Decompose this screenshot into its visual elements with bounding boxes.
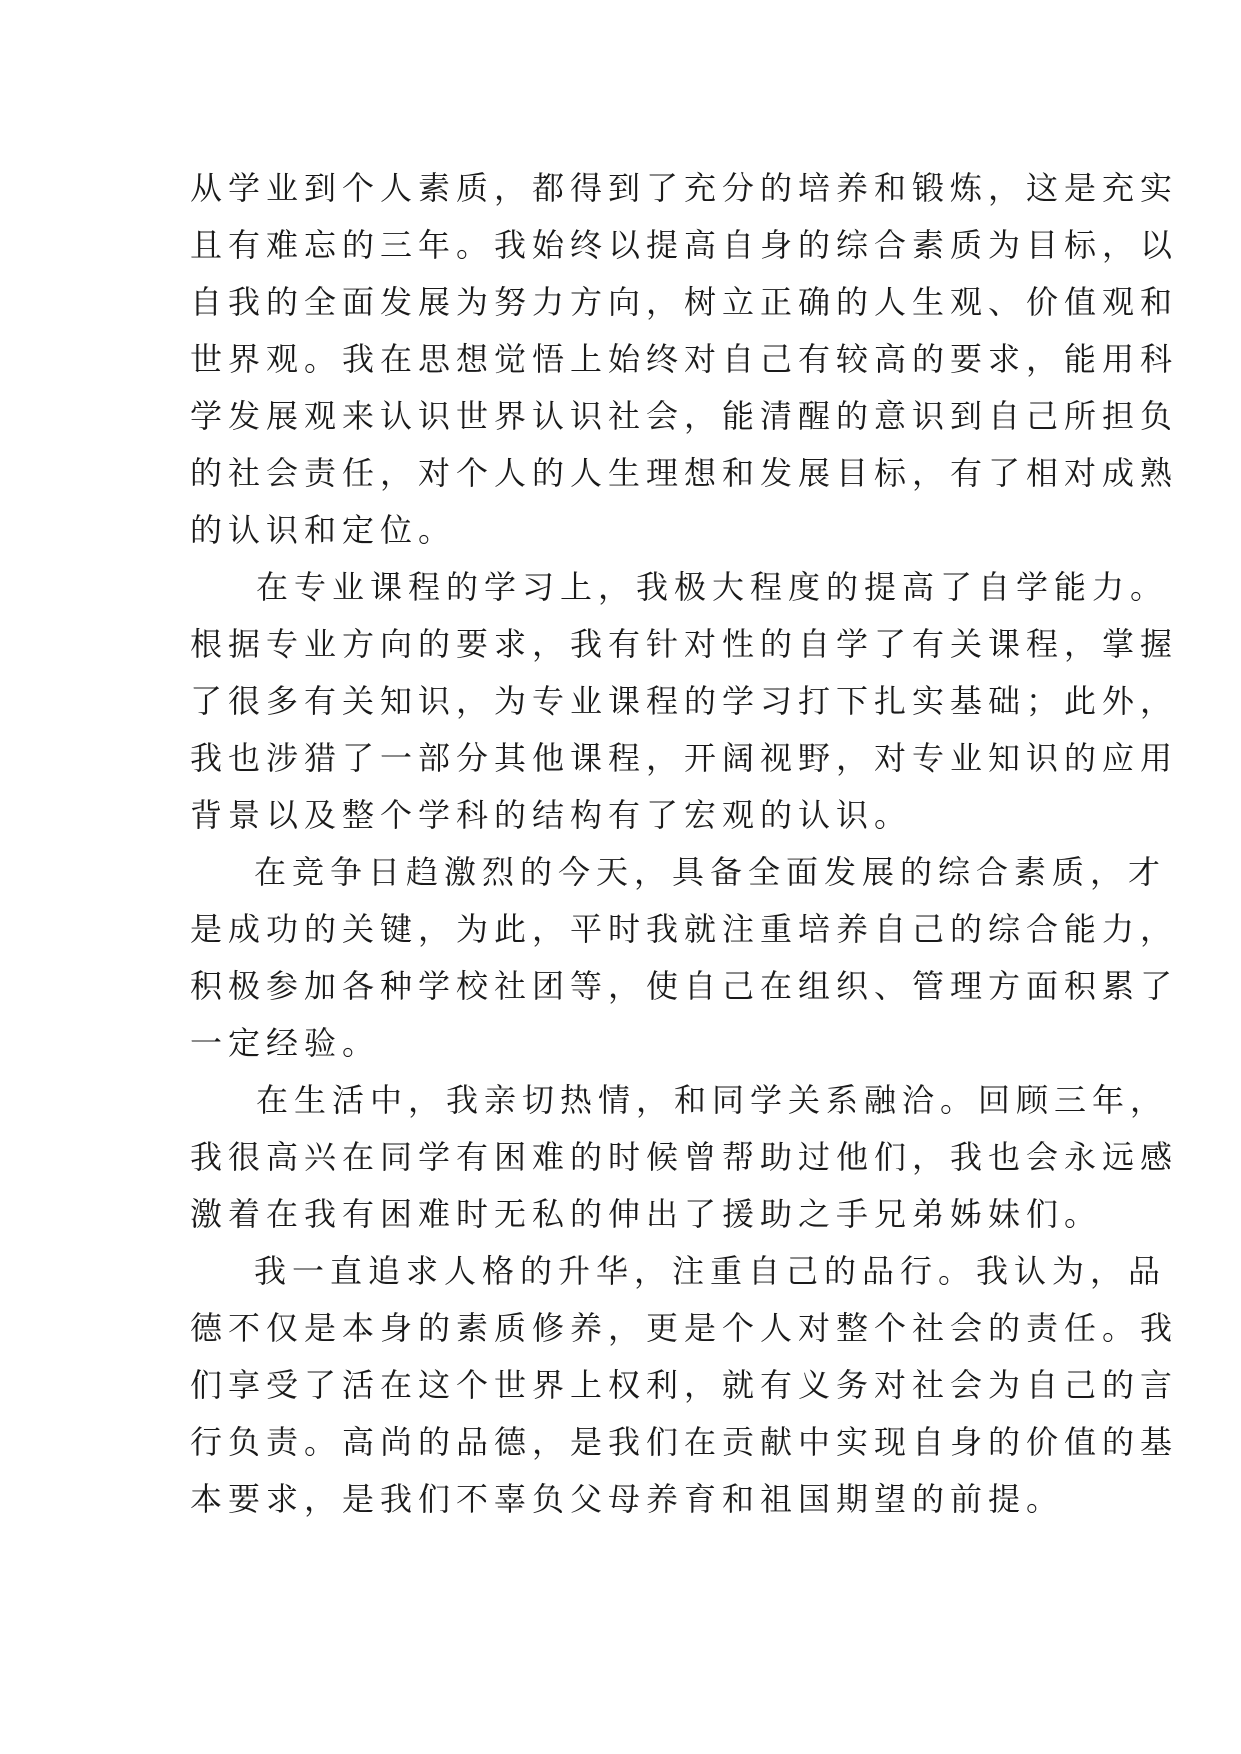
paragraph-2 [190, 559, 1179, 844]
paragraph-line: 从学业到个人素质，都得到了充分的培养和锻炼，这是充实 [190, 169, 1179, 207]
paragraph-3 [190, 844, 1179, 1072]
paragraph-line: 一定经验。 [190, 1024, 381, 1062]
paragraph-line: 自我的全面发展为努力方向，树立正确的人生观、价值观和 [190, 283, 1179, 321]
paragraph-line: 在专业课程的学习上，我极大程度的提高了自学能力。 [256, 568, 1169, 606]
paragraph-line: 且有难忘的三年。我始终以提高自身的综合素质为目标，以 [190, 226, 1179, 264]
paragraph-1 [190, 160, 1179, 559]
paragraph-4 [190, 1072, 1179, 1243]
paragraph-line: 学发展观来认识世界认识社会，能清醒的意识到自己所担负 [190, 397, 1179, 435]
paragraph-line: 们享受了活在这个世界上权利，就有义务对社会为自己的言 [190, 1366, 1179, 1404]
paragraph-line: 我一直追求人格的升华，注重自己的品行。我认为，品 [254, 1252, 1167, 1290]
paragraph-line: 激着在我有困难时无私的伸出了援助之手兄弟姊妹们。 [190, 1195, 1103, 1233]
paragraph-line: 积极参加各种学校社团等，使自己在组织、管理方面积累了 [190, 967, 1179, 1005]
paragraph-line: 了很多有关知识，为专业课程的学习打下扎实基础；此外， [190, 682, 1179, 720]
paragraph-line: 德不仅是本身的素质修养，更是个人对整个社会的责任。我 [190, 1309, 1179, 1347]
paragraph-line: 根据专业方向的要求，我有针对性的自学了有关课程，掌握 [190, 625, 1179, 663]
paragraph-line: 我也涉猎了一部分其他课程，开阔视野，对专业知识的应用 [190, 739, 1179, 777]
paragraph-line: 本要求，是我们不辜负父母养育和祖国期望的前提。 [190, 1480, 1065, 1518]
paragraph-line: 世界观。我在思想觉悟上始终对自己有较高的要求，能用科 [190, 340, 1179, 378]
paragraph-line: 的认识和定位。 [190, 511, 457, 549]
paragraph-line: 的社会责任，对个人的人生理想和发展目标，有了相对成熟 [190, 454, 1179, 492]
paragraph-line: 是成功的关键，为此，平时我就注重培养自己的综合能力， [190, 910, 1179, 948]
paragraph-line: 在生活中，我亲切热情，和同学关系融洽。回顾三年， [256, 1081, 1169, 1119]
paragraph-5 [190, 1243, 1179, 1528]
paragraph-line: 背景以及整个学科的结构有了宏观的认识。 [190, 796, 913, 834]
paragraph-line: 我很高兴在同学有困难的时候曾帮助过他们，我也会永远感 [190, 1138, 1179, 1176]
paragraph-line: 行负责。高尚的品德，是我们在贡献中实现自身的价值的基 [190, 1423, 1179, 1461]
paragraph-line: 在竞争日趋激烈的今天，具备全面发展的综合素质，才 [254, 853, 1167, 891]
document-body [190, 160, 1179, 1528]
